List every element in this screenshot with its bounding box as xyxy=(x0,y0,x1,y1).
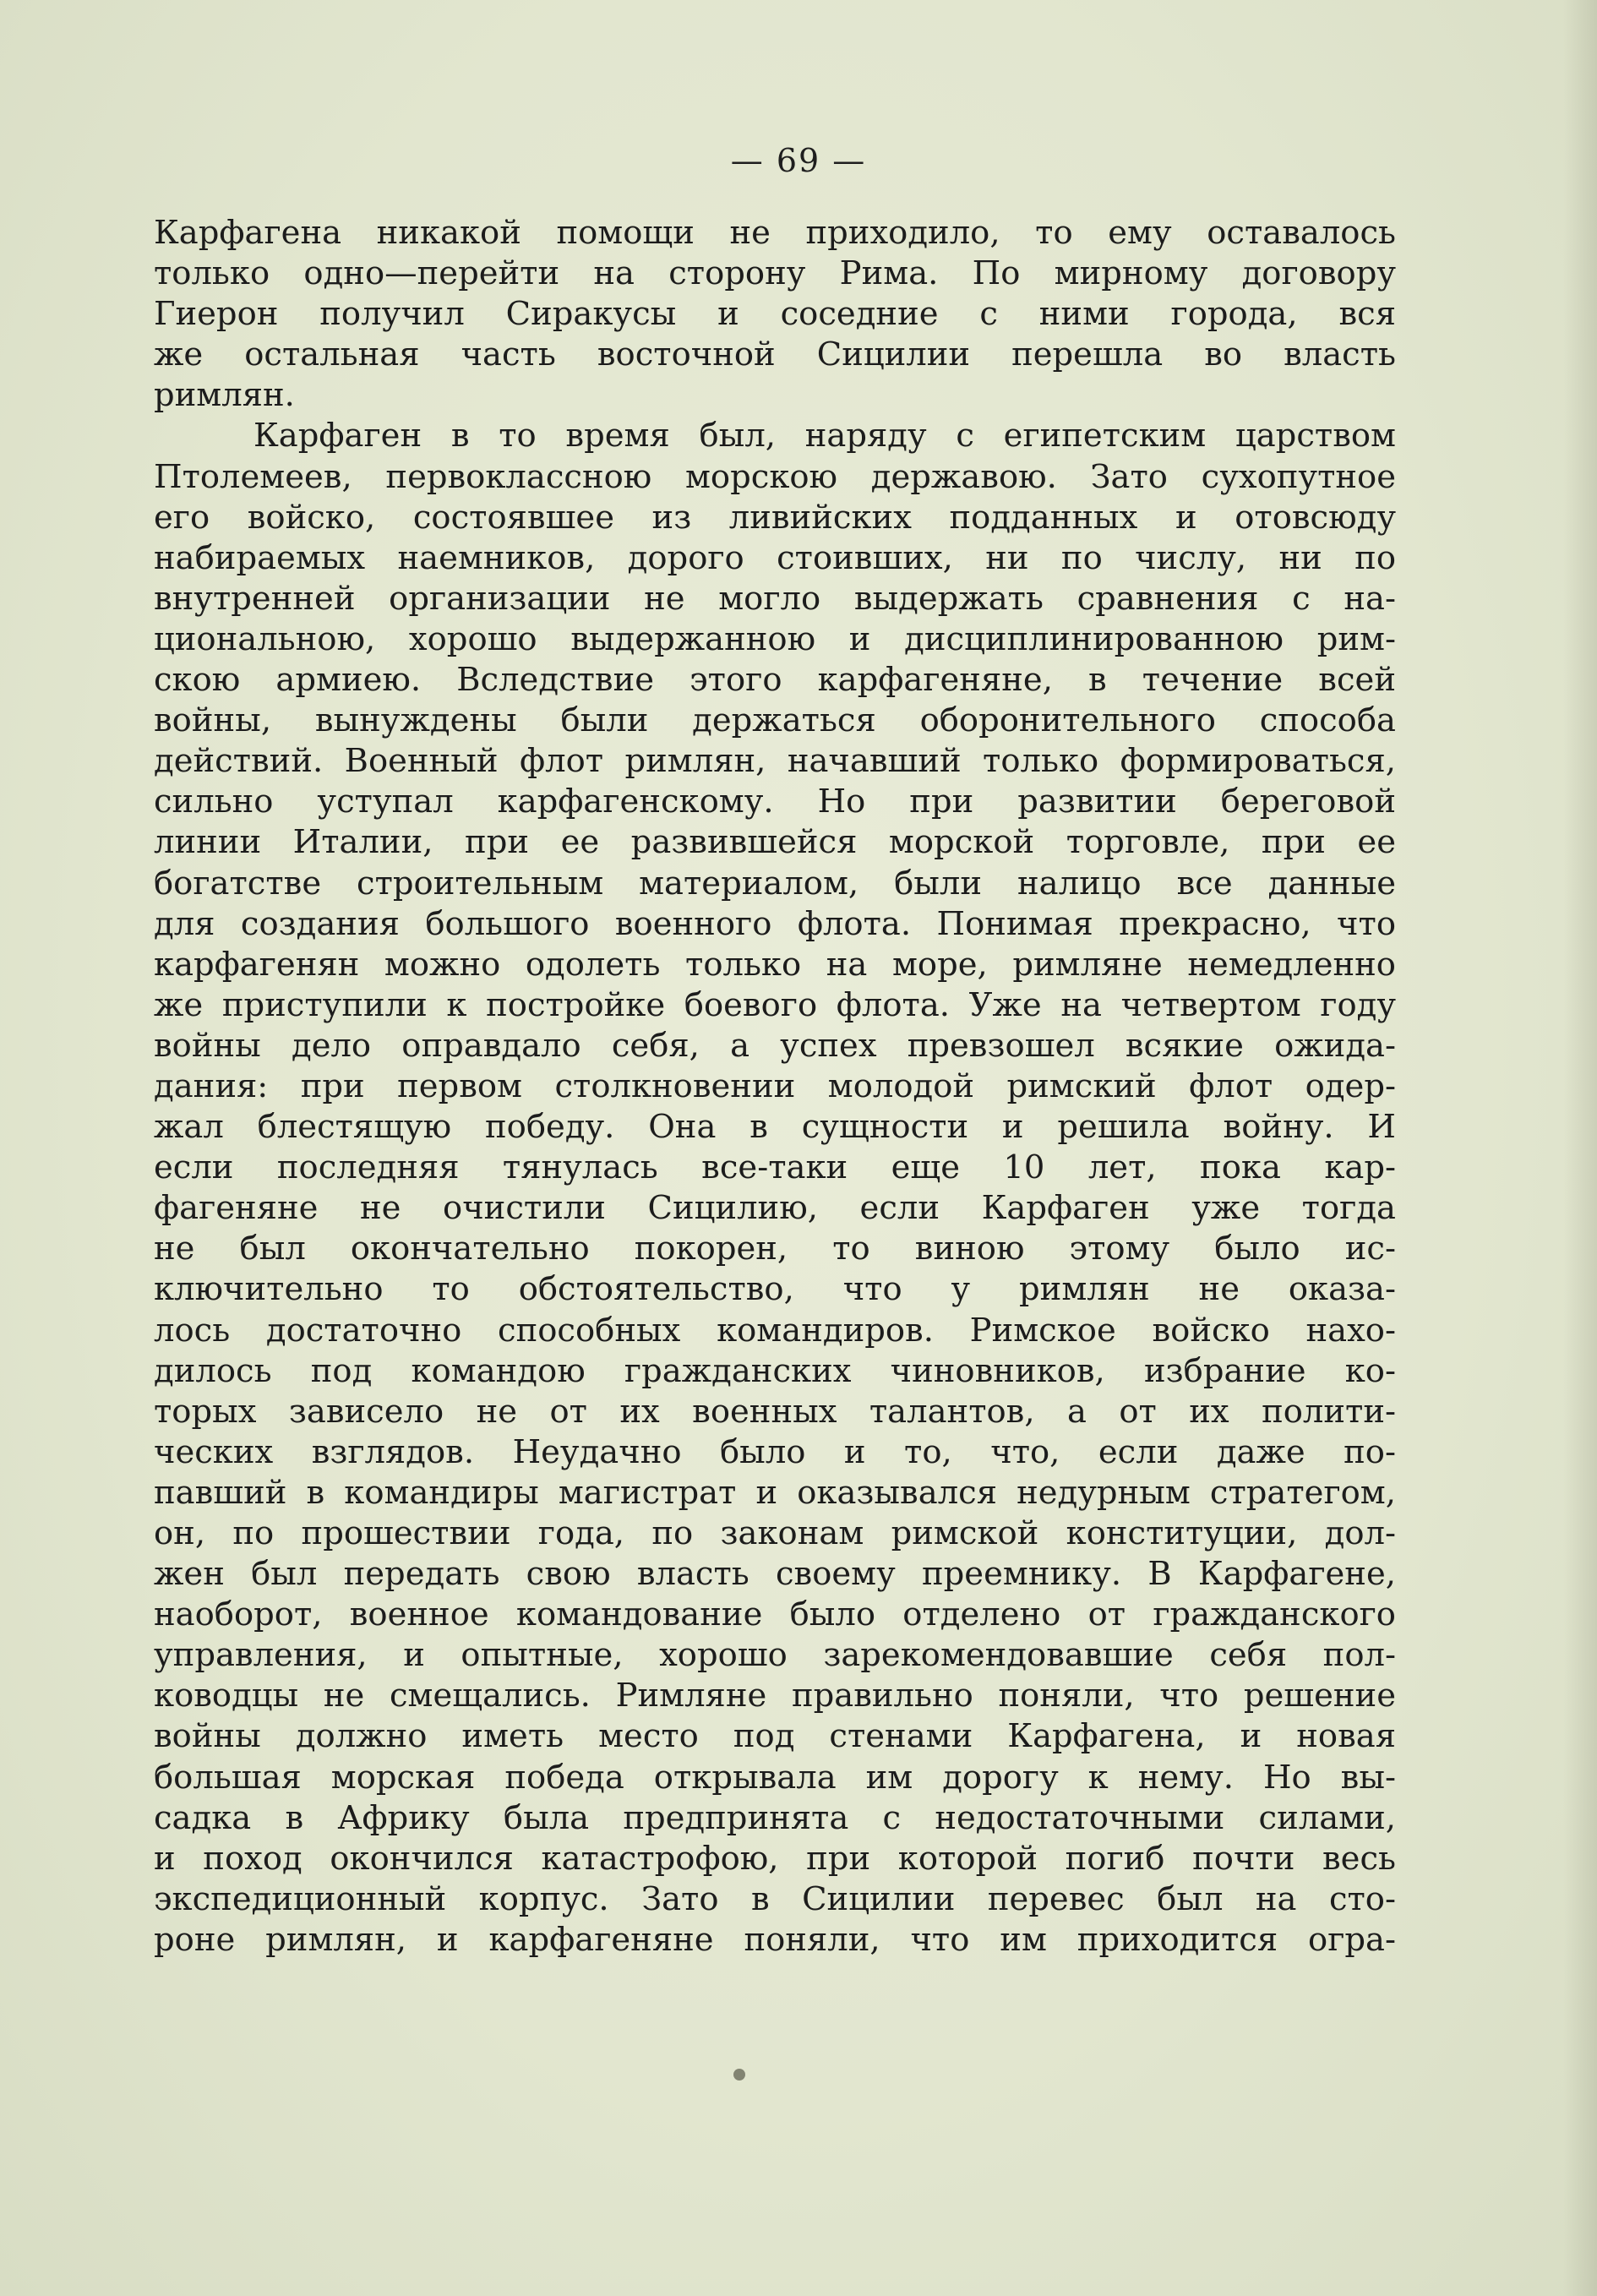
text-line: войны, вынуждены были держаться оборонительного способа xyxy=(154,701,1396,740)
text-line: же приступили к постройке боевого флота. Уже на четвертом году xyxy=(154,985,1396,1024)
text-line: если последняя тянулась все-таки еще 10 лет, пока кар- xyxy=(154,1148,1396,1187)
text-line: карфагенян можно одолеть только на море, римляне немедленно xyxy=(154,945,1396,984)
text-line: Гиерон получил Сиракусы и соседние с ними города, вся xyxy=(154,295,1396,334)
text-line: ководцы не смещались. Римляне правильно поняли, что решение xyxy=(154,1677,1396,1715)
text-line: и поход окончился катастрофою, при которой погиб почти весь xyxy=(154,1839,1396,1878)
text-line: действий. Военный флот римлян, начавший только формироваться, xyxy=(154,742,1396,781)
text-line: Карфаген в то время был, наряду с египетским царством xyxy=(253,417,1396,455)
text-line: садка в Африку была предпринята с недостаточными силами, xyxy=(154,1798,1396,1837)
ink-smudge xyxy=(733,2069,745,2081)
text-line: циональною, хорошо выдержанною и дисциплинированною рим- xyxy=(154,619,1396,658)
text-line: скою армиею. Вследствие этого карфагеняне, в течение всей xyxy=(154,661,1396,700)
text-line: же остальная часть восточной Сицилии перешла во власть xyxy=(154,335,1396,374)
text-line: внутренней организации не могло выдержать сравнения с на- xyxy=(154,579,1396,618)
text-line: только одно—перейти на сторону Рима. По мирному договору xyxy=(154,254,1396,293)
text-line: для создания большого военного флота. Понимая прекрасно, что xyxy=(154,904,1396,943)
text-line: его войско, состоявшее из ливийских подданных и отовсюду xyxy=(154,498,1396,537)
text-line: экспедиционный корпус. Зато в Сицилии перевес был на сто- xyxy=(154,1879,1396,1918)
text-line: не был окончательно покорен, то виною этому было ис- xyxy=(154,1230,1396,1268)
paragraph-2 xyxy=(154,416,1396,1961)
text-line: торых зависело не от их военных талантов, а от их полити- xyxy=(154,1392,1396,1431)
text-line: дилось под командою гражданских чиновников, избрание ко- xyxy=(154,1351,1396,1390)
text-line: сильно уступал карфагенскому. Но при развитии береговой xyxy=(154,783,1396,821)
text-line: фагеняне не очистили Сицилию, если Карфаген уже тогда xyxy=(154,1189,1396,1228)
text-line: линии Италии, при ее развившейся морской торговле, при ее xyxy=(154,823,1396,862)
text-line: Птолемеев, первоклассною морскою державою. Зато сухопутное xyxy=(154,457,1396,496)
paragraph-1 xyxy=(154,213,1396,416)
text-line: ческих взглядов. Неудачно было и то, что, если даже по- xyxy=(154,1432,1396,1471)
text-line: богатстве строительным материалом, были налицо все данные xyxy=(154,864,1396,903)
text-line: жен был передать свою власть своему преемнику. В Карфагене, xyxy=(154,1555,1396,1594)
body-text xyxy=(154,213,1396,1961)
text-line: ключительно то обстоятельство, что у римлян не оказа- xyxy=(154,1270,1396,1309)
text-line: управления, и опытные, хорошо зарекомендовавшие себя пол- xyxy=(154,1636,1396,1675)
text-line: набираемых наемников, дорого стоивших, ни по числу, ни по xyxy=(154,538,1396,577)
text-line: наоборот, военное командование было отделено от гражданского xyxy=(154,1595,1396,1634)
text-line: лось достаточно способных командиров. Римское войско нахо- xyxy=(154,1311,1396,1350)
text-line: войны должно иметь место под стенами Карфагена, и новая xyxy=(154,1717,1396,1756)
text-line: Карфагена никакой помощи не приходило, то ему оставалось xyxy=(154,214,1396,252)
page-edge-shadow xyxy=(1563,0,1597,2296)
text-line: павший в командиры магистрат и оказывался недурным стратегом, xyxy=(154,1473,1396,1512)
text-line: жал блестящую победу. Она в сущности и решила войну. И xyxy=(154,1108,1396,1147)
text-line: римлян. xyxy=(154,376,295,415)
text-line: он, по прошествии года, по законам римской конституции, дол- xyxy=(154,1514,1396,1552)
text-line: войны дело оправдало себя, а успех превзошел всякие ожида- xyxy=(154,1026,1396,1065)
text-line: дания: при первом столкновении молодой римский флот одер- xyxy=(154,1066,1396,1105)
page-number: — 69 — xyxy=(730,142,867,179)
text-line: большая морская победа открывала им дорогу к нему. Но вы- xyxy=(154,1758,1396,1797)
text-line: роне римлян, и карфагеняне поняли, что им приходится огра- xyxy=(154,1920,1396,1959)
